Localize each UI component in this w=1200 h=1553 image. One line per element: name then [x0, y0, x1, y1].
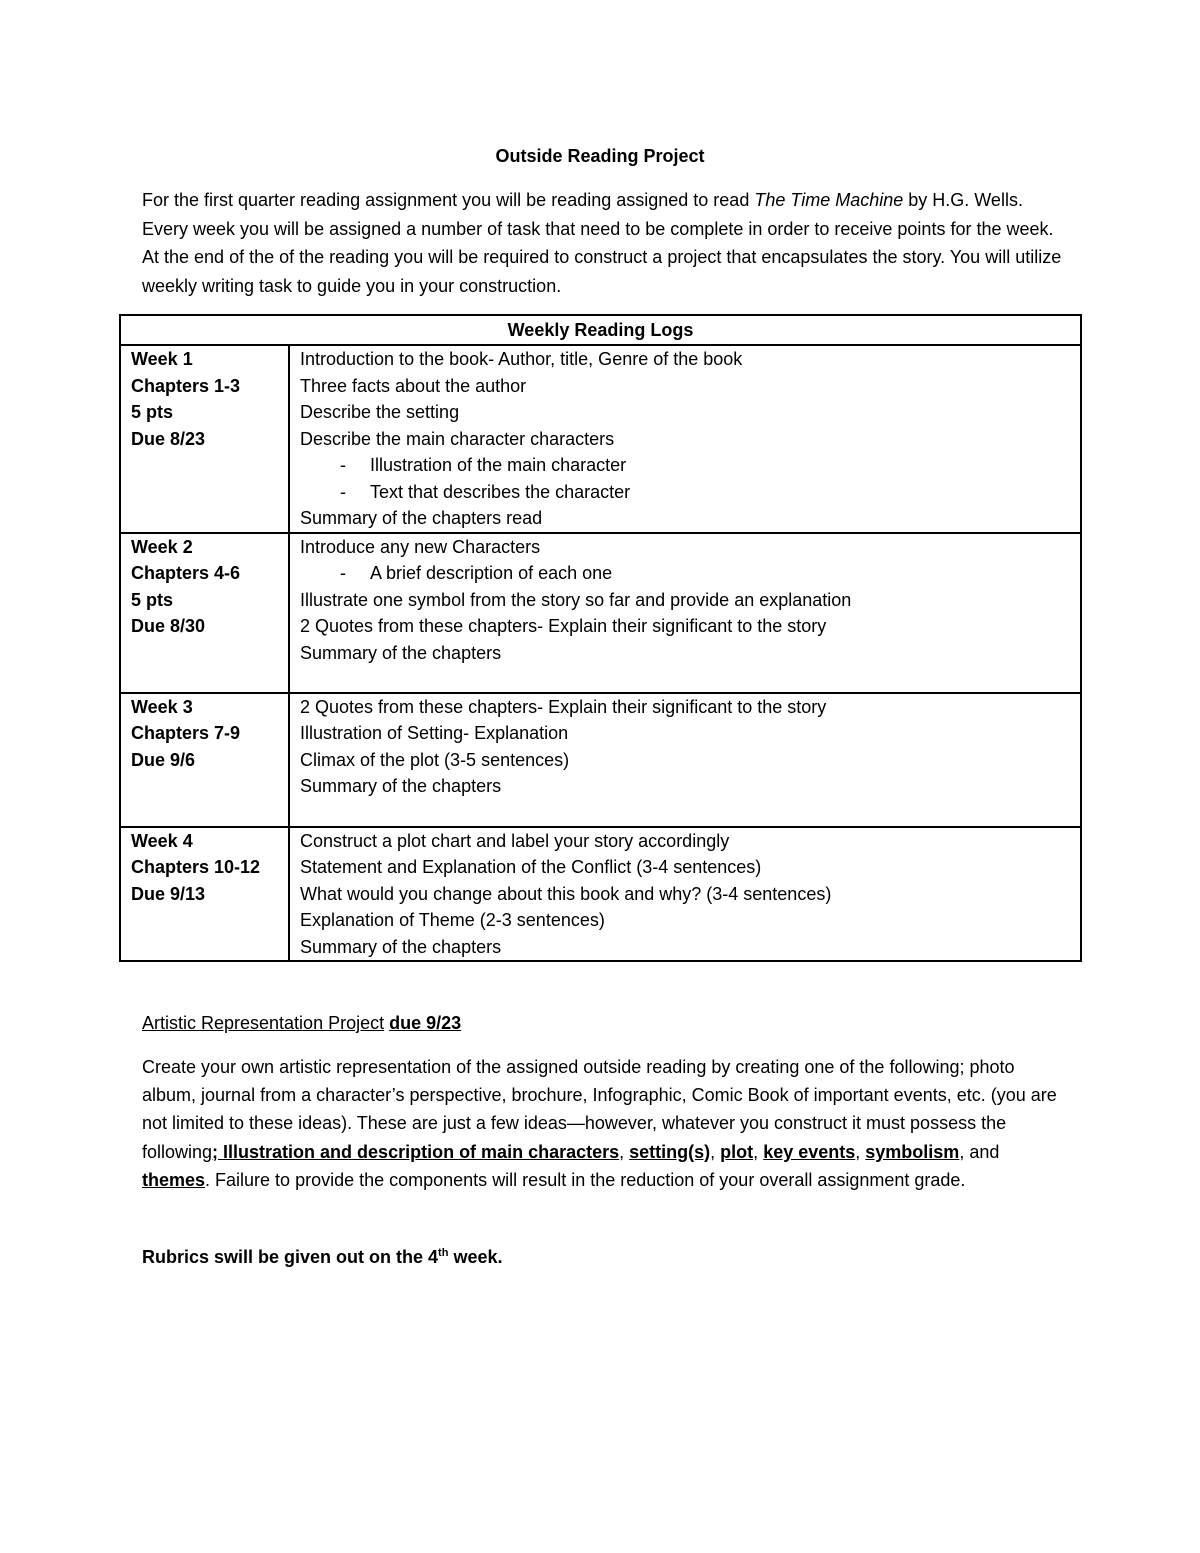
table-row [120, 533, 1081, 693]
due-label: Due 8/23 [131, 428, 206, 449]
project-due-date: due 9/23 [389, 1013, 462, 1033]
task-item: Introduce any new Characters [300, 536, 541, 557]
book-title: The Time Machine [754, 190, 904, 210]
requirement-plot: plot [720, 1141, 754, 1162]
separator: , and [959, 1141, 1000, 1162]
sub-task-item [300, 452, 1070, 479]
task-item: 2 Quotes from these chapters- Explain their significant to the story [300, 616, 827, 636]
points-label: 5 pts [131, 589, 174, 610]
task-item: Illustrate one symbol from the story so far and provide an explanation [300, 589, 852, 610]
requirement-themes: themes [142, 1169, 206, 1190]
chapters-label: Chapters 1-3 [131, 375, 241, 396]
week-cell [120, 827, 289, 962]
chapters-label: Chapters 7-9 [131, 723, 241, 743]
week-label: Week 2 [131, 536, 193, 557]
table-row [120, 827, 1081, 962]
project-body-part1: Create your own artistic representation of the assigned outside reading by creating one of the following; photo album, journal from a character’s perspective, brochure, Infographic, Comic Book of important events, etc. (you are not limited to these ideas). These are just a few ideas—however, whatever you construct it must possess the following [142, 1057, 1057, 1162]
tasks-cell [289, 533, 1081, 693]
table-header: Weekly Reading Logs [120, 315, 1081, 345]
separator: , [710, 1141, 721, 1162]
task-item: Describe the main character characters [300, 428, 615, 449]
project-heading [142, 1011, 461, 1035]
week-cell [120, 533, 289, 693]
sub-task-item [300, 479, 1070, 506]
project-description [142, 1053, 1062, 1194]
table-row [120, 345, 1081, 533]
task-item: Summary of the chapters [300, 936, 502, 957]
week-cell [120, 345, 289, 533]
chapters-label: Chapters 4-6 [131, 563, 241, 583]
requirement-key-events: key events [763, 1141, 856, 1162]
task-item: Summary of the chapters [300, 776, 502, 796]
separator: , [855, 1141, 866, 1162]
sub-task-text: Text that describes the character [370, 481, 631, 502]
due-label: Due 9/6 [131, 749, 196, 770]
intro-paragraph [142, 186, 1062, 300]
task-item: Three facts about the author [300, 375, 527, 396]
week-label: Week 3 [131, 696, 193, 717]
intro-part1: For the first quarter reading assignment you will be reading assigned to read [142, 190, 755, 210]
due-label: Due 8/30 [131, 616, 206, 636]
chapters-label: Chapters 10-12 [131, 857, 261, 877]
tasks-cell [289, 345, 1081, 533]
task-item: Climax of the plot (3-5 sentences) [300, 749, 570, 770]
sub-task-text: Illustration of the main character [370, 455, 627, 475]
due-label: Due 9/13 [131, 883, 206, 904]
rubric-note [142, 1240, 502, 1270]
project-body-part2: . Failure to provide the components will result in the reduction of your overall assignment grade. [205, 1169, 966, 1190]
task-item: What would you change about this book and why? (3-4 sentences) [300, 883, 832, 904]
task-item: 2 Quotes from these chapters- Explain their significant to the story [300, 696, 827, 717]
sub-task-text: A brief description of each one [370, 563, 613, 583]
task-item: Construct a plot chart and label your story accordingly [300, 830, 730, 851]
task-item: Illustration of Setting- Explanation [300, 723, 569, 743]
separator: , [753, 1141, 764, 1162]
table-row [120, 693, 1081, 827]
task-item: Summary of the chapters [300, 642, 502, 663]
task-item: Describe the setting [300, 402, 460, 422]
task-item: Statement and Explanation of the Conflict (3-4 sentences) [300, 857, 762, 877]
task-item: Introduction to the book- Author, title, Genre of the book [300, 349, 743, 369]
week-cell [120, 693, 289, 827]
sub-task-item [300, 560, 1070, 587]
intro-part2: by H.G. Wells. Every week you will be assigned a number of task that need to be complete in order to receive points for the week. At the end of the of the reading you will be required to construct a project that encapsulates the story. You will utilize weekly writing task to guide you in your construction. [142, 190, 1062, 296]
rubric-superscript: th [438, 1247, 449, 1259]
dash-bullet: - [340, 563, 346, 583]
weekly-reading-logs-table [119, 314, 1082, 962]
requirement-symbolism: symbolism [865, 1141, 960, 1162]
separator: , [619, 1141, 630, 1162]
project-heading-text: Artistic Representation Project [142, 1013, 385, 1033]
requirement-setting: setting(s) [629, 1141, 711, 1162]
task-item: Summary of the chapters read [300, 508, 543, 528]
rubric-end: week. [448, 1247, 503, 1267]
page-title: Outside Reading Project [495, 146, 705, 166]
requirement-characters: ; Illustration and description of main characters [212, 1141, 620, 1162]
tasks-cell [289, 827, 1081, 962]
dash-bullet: - [340, 481, 346, 502]
tasks-cell [289, 693, 1081, 827]
points-label: 5 pts [131, 402, 174, 422]
week-label: Week 1 [131, 349, 193, 369]
week-label: Week 4 [131, 830, 193, 851]
rubric-text: Rubrics swill be given out on the 4 [142, 1247, 439, 1267]
task-item: Explanation of Theme (2-3 sentences) [300, 910, 605, 930]
dash-bullet: - [340, 455, 346, 475]
